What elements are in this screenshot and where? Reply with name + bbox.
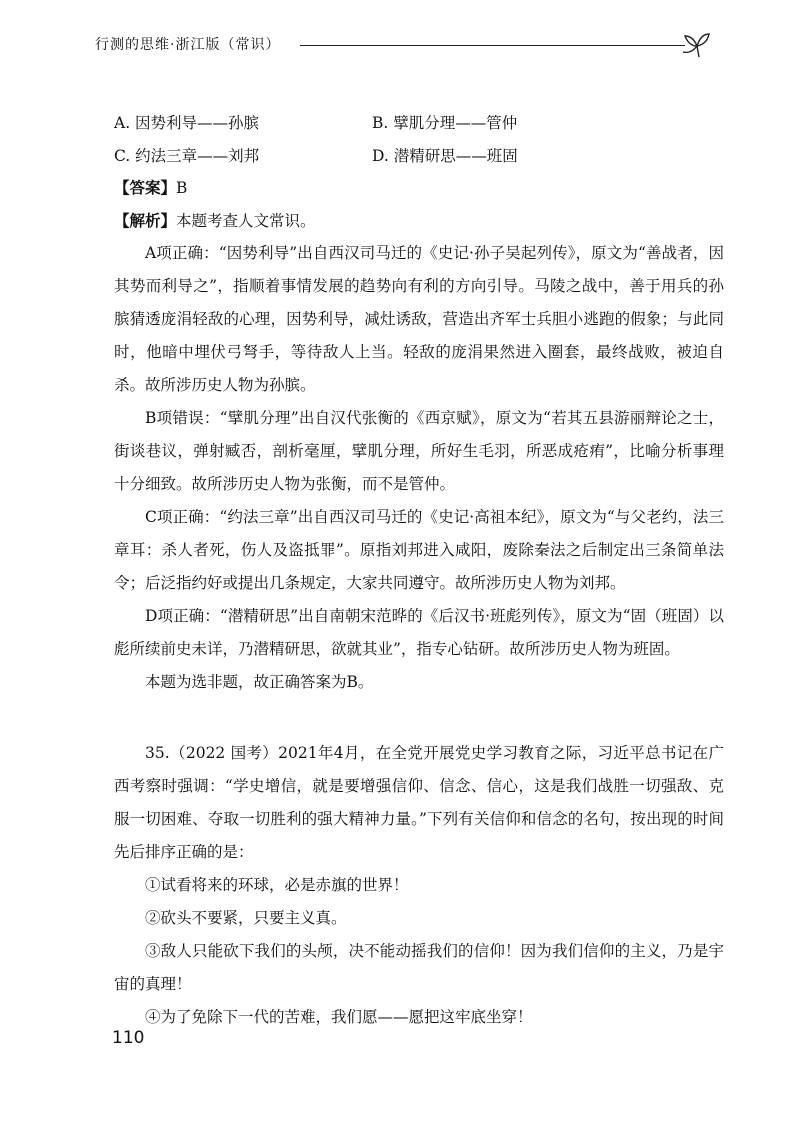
options-row-1 [114, 105, 724, 138]
option-d: D. 潜精研思——班固 [372, 146, 518, 165]
paragraph-b: B项错误：“擘肌分理”出自汉代张衡的《西京赋》，原文为“若其五县游丽辩论之士，街谈巷议，弹射臧否，剖析毫厘，擘肌分理，所好生毛羽，所恶成疮痏”，比喻分析事理十分细致。故所涉历史人物为张衡，而不是管仲。 [114, 409, 724, 493]
question-item: ②砍头不要紧，只要主义真。 [145, 909, 347, 927]
header-rule [300, 45, 685, 46]
page-number: 110 [112, 1028, 145, 1048]
question-item: ④为了免除下一代的苦难，我们愿——愿把这牢底坐穿！ [145, 1008, 533, 1026]
running-header [95, 34, 710, 60]
spacer [114, 699, 724, 737]
answer-value: B [176, 179, 188, 197]
question-item: ③敌人只能砍下我们的头颅，决不能动摇我们的信仰！因为我们信仰的主义，乃是宇宙的真理！ [114, 942, 724, 993]
analysis-tag: 【解析】 [114, 211, 177, 230]
option-c: C. 约法三章——刘邦 [114, 146, 260, 165]
conclusion: 本题为选非题，故正确答案为B。 [145, 673, 374, 691]
question-item: ①试看将来的环球，必是赤旗的世界！ [145, 876, 409, 894]
analysis-line [114, 204, 724, 237]
option-a: A. 因势利导——孙膑 [114, 113, 260, 132]
options-row-2 [114, 138, 724, 171]
book-title: 行测的思维·浙江版（常识） [95, 37, 281, 53]
option-b: B. 擘肌分理——管仲 [372, 113, 518, 132]
question-35-stem: 35.（2022 国考）2021年4月，在全党开展党史学习教育之际，习近平总书记在广西考察时强调：“学史增信，就是要增强信仰、信念、信心，这是我们战胜一切强敌、克服一切困难、夺取一切胜利的强大精神力量。”下列有关信仰和信念的名句，按出现的时间先后排序正确的是： [114, 744, 724, 861]
paragraph-a: A项正确：“因势利导”出自西汉司马迁的《史记·孙子吴起列传》，原文为“善战者，因其势而利导之”，指顺着事情发展的趋势向有利的方向引导。马陵之战中，善于用兵的孙膑猜透庞涓轻敌的心理，因势利导，减灶诱敌，营造出齐军士兵胆小逃跑的假象；与此同时，他暗中埋伏弓弩手，等待敌人上当。轻敌的庞涓果然进入圈套，最终战败，被迫自杀。故所涉历史人物为孙膑。 [114, 244, 724, 394]
sprout-icon [681, 30, 711, 58]
answer-tag: 【答案】 [114, 178, 177, 197]
analysis-intro: 本题考查人文常识。 [176, 212, 316, 230]
paragraph-d: D项正确：“潜精研思”出自南朝宋范晔的《后汉书·班彪列传》，原文为“固（班固）以彪所续前史未详，乃潜精研思，欲就其业”，指专心钻研。故所涉历史人物为班固。 [114, 607, 724, 658]
paragraph-c: C项正确：“约法三章”出自西汉司马迁的《史记·高祖本纪》，原文为“与父老约，法三章耳：杀人者死，伤人及盗抵罪”。原指刘邦进入咸阳，废除秦法之后制定出三条简单法令；后泛指约好或提出几条规定，大家共同遵守。故所涉历史人物为刘邦。 [114, 508, 724, 592]
answer-line [114, 171, 724, 204]
page-body [114, 105, 724, 1034]
